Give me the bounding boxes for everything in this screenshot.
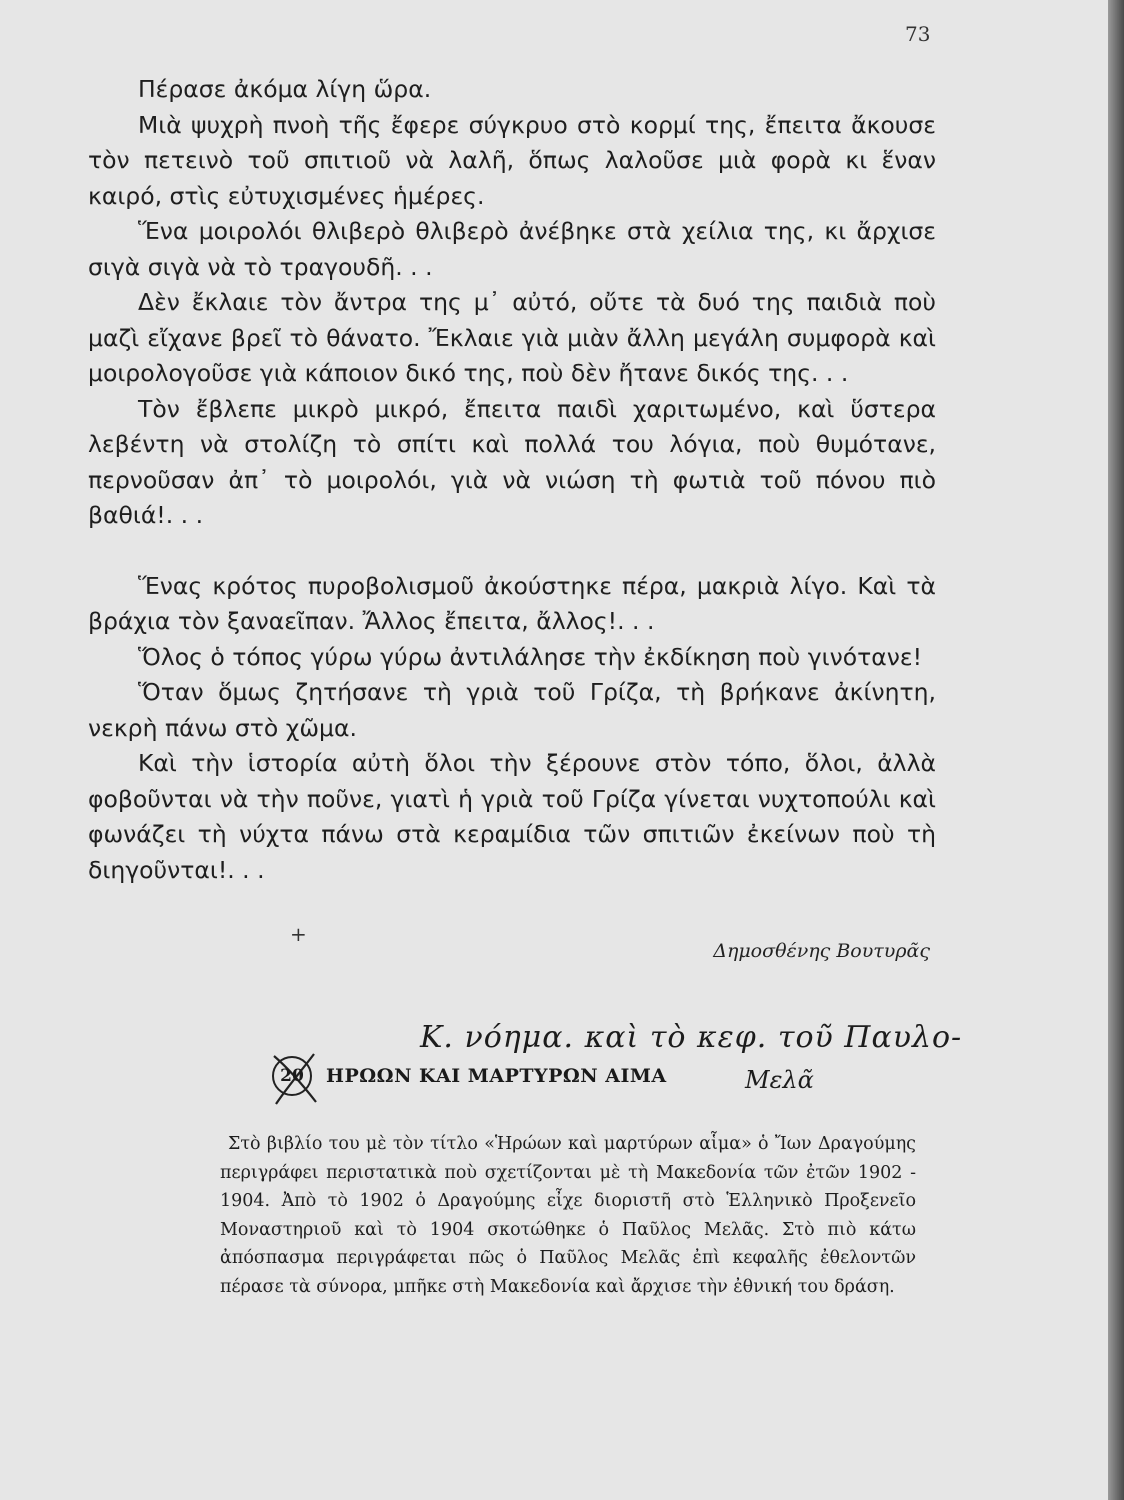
section-number: 20 (280, 1066, 304, 1086)
story-author: Δημοσθένης Βουτυρᾶς (713, 940, 930, 962)
section-number-badge (272, 1056, 312, 1096)
story-paragraph: Πέρασε ἀκόμα λίγη ὥρα. (138, 75, 432, 103)
handwritten-note-line: Μελᾶ (745, 1066, 814, 1094)
section-title: ΗΡΩΩΝ ΚΑΙ ΜΑΡΤΥΡΩΝ ΑΙΜΑ (326, 1065, 667, 1087)
handwritten-note-line: Κ. νόημα. καὶ τὸ κεφ. τοῦ Παυλο- (420, 1020, 963, 1055)
pen-mark: + (290, 922, 307, 946)
story-paragraph: Ἕνας κρότος πυροβολισμοῦ ἀκούστηκε πέρα, μακριὰ λίγο. Καὶ τὰ βράχια τὸν ξαναεῖπαν. Ἄλλος ἔπειτα, ἄλλος!. . . (88, 571, 936, 635)
story-text (88, 72, 936, 888)
story-paragraph: Ἕνα μοιρολόι θλιβερὸ θλιβερὸ ἀνέβηκε στὰ χείλια της, κι ἄρχισε σιγὰ σιγὰ νὰ τὸ τραγουδῆ. . . (88, 217, 936, 281)
story-paragraph: Ὅλος ὁ τόπος γύρω γύρω ἀντιλάλησε τὴν ἐκδίκηση ποὺ γινότανε! (138, 642, 923, 671)
story-paragraph: Τὸν ἔβλεπε μικρὸ μικρό, ἔπειτα παιδὶ χαριτωμένο, καὶ ὕστερα λεβέντη νὰ στολίζη τὸ σπίτι καὶ πολλά του λόγια, ποὺ θυμότανε, περνοῦσαν ἀπ᾽ τὸ μοιρολόι, γιὰ νὰ νιώση τὴ φωτιὰ τοῦ πόνου πιὸ βαθιά!. . . (88, 394, 936, 529)
book-spine-edge (1108, 0, 1124, 1500)
section-heading (272, 1056, 667, 1096)
page-number: 73 (905, 22, 931, 46)
story-paragraph: Καὶ τὴν ἱστορία αὐτὴ ὅλοι τὴν ξέρουνε στὸν τόπο, ὅλοι, ἀλλὰ φοβοῦνται νὰ τὴν ποῦνε, γιατὶ ἡ γριὰ τοῦ Γρίζα γίνεται νυχτοπούλι καὶ φωνάζει τὴ νύχτα πάνω στὰ κεραμίδια τῶν σπιτιῶν ἐκείνων ποὺ τὴ διηγοῦνται!. . . (88, 749, 936, 884)
story-paragraph: Δὲν ἔκλαιε τὸν ἄντρα της μ᾽ αὐτό, οὔτε τὰ δυό της παιδιὰ ποὺ μαζὶ εἴχανε βρεῖ τὸ θάνατο. Ἔκλαιε γιὰ μιὰν ἄλλη μεγάλη συμφορὰ καὶ μοιρολογοῦσε γιὰ κάποιον δικό της, ποὺ δὲν ἤτανε δικός της. . . (88, 288, 936, 387)
story-paragraph: Μιὰ ψυχρὴ πνοὴ τῆς ἔφερε σύγκρυο στὸ κορμί της, ἔπειτα ἄκουσε τὸν πετεινὸ τοῦ σπιτιοῦ νὰ λαλῆ, ὅπως λαλοῦσε μιὰ φορὰ κι ἕναν καιρό, στὶς εὐτυχισμένες ἡμέρες. (88, 110, 936, 210)
section-intro (220, 1130, 916, 1301)
story-paragraph: Ὅταν ὅμως ζητήσανε τὴ γριὰ τοῦ Γρίζα, τὴ βρήκανε ἀκίνητη, νεκρὴ πάνω στὸ χῶμα. (88, 678, 936, 742)
section-intro-text: Στὸ βιβλίο του μὲ τὸν τίτλο «Ἡρώων καὶ μαρτύρων αἷμα» ὁ Ἴων Δραγούμης περιγράφει περιστατικὰ ποὺ σχετίζονται μὲ τὴ Μακεδονία τῶν ἐτῶν 1902 - 1904. Ἀπὸ τὸ 1902 ὁ Δραγούμης εἶχε διοριστῆ στὸ Ἑλληνικὸ Προξενεῖο Μοναστηριοῦ καὶ τὸ 1904 σκοτώθηκε ὁ Παῦλος Μελᾶς. Στὸ πιὸ κάτω ἀπόσπασμα περιγράφεται πῶς ὁ Παῦλος Μελᾶς ἐπὶ κεφαλῆς ἐθελοντῶν πέρασε τὰ σύνορα, μπῆκε στὴ Μακεδονία καὶ ἄρχισε τὴν ἐθνική του δράση. (220, 1134, 916, 1297)
